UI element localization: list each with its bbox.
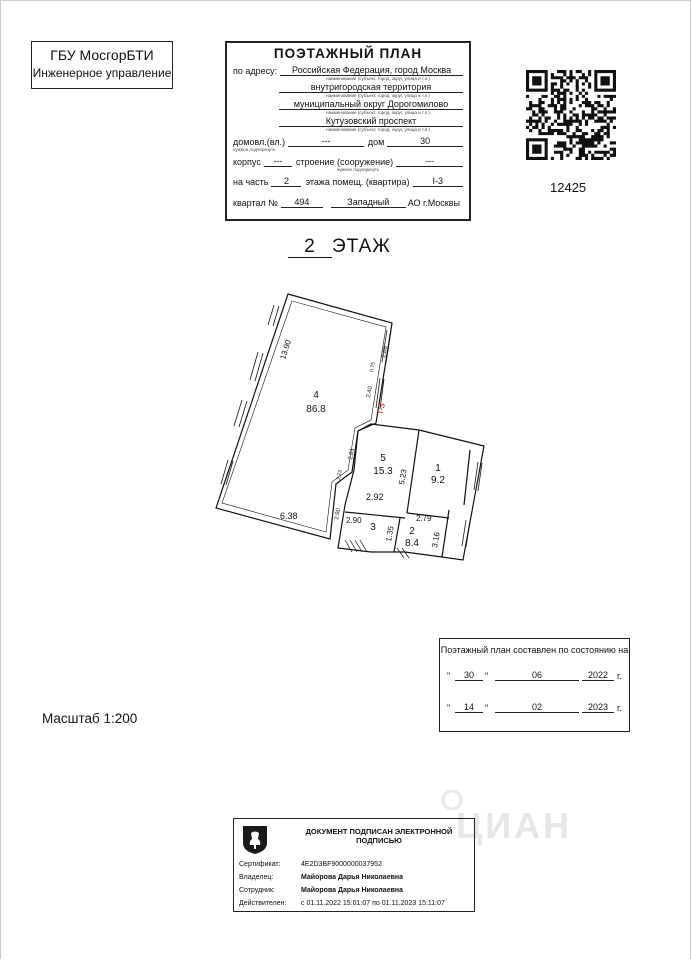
dimension: 2.81 — [348, 447, 356, 461]
signature-row — [239, 874, 471, 884]
address-value: Российская Федерация, город Москва — [280, 65, 463, 76]
document-number: 12425 — [550, 180, 587, 195]
room-area: 86.8 — [306, 404, 326, 415]
dimension: 2.90 — [346, 516, 362, 525]
signature-value: 4E2D3BF9000000037952 — [301, 861, 382, 868]
signature-key: Сотрудник: — [239, 887, 275, 894]
signature-row — [239, 887, 471, 897]
date-row-1: " 30 " 06 2022 г. — [447, 670, 622, 681]
room-number: 3 — [370, 522, 376, 533]
street-value: Кутузовский проспект — [279, 116, 463, 127]
address-row — [233, 65, 463, 76]
dimension: 2.73 — [336, 469, 344, 481]
date-year: 2023 — [582, 702, 614, 713]
room-area: 8.4 — [405, 538, 419, 549]
kvartal-row — [233, 197, 463, 208]
etazh-value: I-3 — [413, 176, 464, 187]
kvartal-label: квартал № — [233, 198, 278, 208]
date-box-heading: Поэтажный план составлен по состоянию на — [440, 645, 629, 655]
room-number: 4 — [313, 390, 319, 401]
etazh-label: этажа помещ. (квартира) — [305, 177, 410, 187]
premises-label: I-3 — [375, 402, 387, 415]
chast-row — [233, 176, 463, 187]
chast-label: на часть — [233, 177, 269, 187]
plan-title: ПОЭТАЖНЫЙ ПЛАН — [273, 46, 423, 61]
signature-value: с 01.11.2022 15:01:07 по 01.11.2023 15:11:07 — [301, 900, 445, 907]
chast-value: 2 — [271, 176, 301, 187]
korpus-label: корпус — [233, 157, 261, 167]
dimension: 2.88 — [381, 345, 389, 359]
korpus-row — [233, 156, 463, 167]
date-month: 06 — [495, 670, 579, 681]
dimension: 2.79 — [416, 514, 432, 523]
date-suffix: г. — [617, 671, 622, 681]
dimension: 2.40 — [366, 385, 374, 399]
domovl-row — [233, 136, 463, 147]
room-area: 15.3 — [373, 466, 393, 477]
dom-value: 30 — [387, 136, 463, 147]
dom-label: дом — [367, 137, 385, 147]
dimension: 2.90 — [334, 507, 342, 521]
floor-number: 2 — [288, 237, 332, 258]
street-hint: наименование (субъект, город, округ, улица и т.п.) — [326, 127, 430, 132]
floor-title — [288, 236, 391, 258]
qr-modules — [526, 70, 616, 160]
dimension: 0.75 — [369, 361, 377, 373]
dimension: 5.23 — [397, 468, 409, 486]
domovl-value: --- — [288, 136, 364, 147]
territory-row — [233, 82, 463, 93]
territory-hint: наименование (субъект, город, округ, улица и т.п.) — [326, 93, 430, 98]
qr-code-icon — [526, 70, 616, 160]
street-row — [233, 116, 463, 127]
watermark-text: ЦИАН — [456, 805, 573, 846]
domovl-label: домовл.(вл.) — [233, 137, 286, 147]
district-value: муниципальный округ Дорогомилово — [279, 99, 463, 110]
ao-value: Западный — [331, 197, 406, 208]
signature-value: Майорова Дарья Николаевна — [301, 887, 404, 894]
dimension: 3.16 — [430, 531, 442, 549]
dimension: 6.38 — [280, 511, 298, 521]
domovl-hint: нужное подчеркнуть — [233, 147, 276, 152]
room-number: 2 — [409, 526, 415, 537]
date-day: 14 — [455, 702, 483, 713]
organization-box — [31, 41, 173, 89]
dimension: 1.35 — [384, 525, 396, 543]
room-number: 5 — [380, 453, 386, 464]
date-suffix: г. — [617, 703, 622, 713]
dimension: 2.92 — [366, 492, 384, 502]
date-row-2: " 14 " 02 2023 г. — [447, 702, 622, 713]
date-year: 2022 — [582, 670, 614, 681]
organization-name: ГБУ МосгорБТИ — [50, 47, 154, 63]
korpus-hint: нужное подчеркнуть — [336, 167, 380, 172]
stroenie-value: --- — [396, 156, 463, 167]
date-box — [439, 638, 630, 732]
address-hint: наименование (субъект, город, округ, улица и т.п.) — [326, 76, 430, 81]
signature-box — [233, 818, 475, 912]
floor-label: ЭТАЖ — [332, 236, 391, 257]
signature-key: Владелец: — [239, 874, 274, 881]
kvartal-value: 494 — [281, 197, 323, 208]
moscow-emblem-icon — [242, 825, 268, 855]
ao-label: АО г.Москвы — [407, 198, 460, 208]
signature-key: Сертификат: — [239, 861, 281, 868]
territory-value: внутригородская территория — [279, 82, 463, 93]
stroenie-label: строение (сооружение) — [295, 157, 394, 167]
signature-title: ДОКУМЕНТ ПОДПИСАН ЭЛЕКТРОННОЙ ПОДПИСЬЮ — [305, 827, 453, 845]
scale-label: Масштаб 1:200 — [42, 711, 138, 726]
room-number: 1 — [435, 463, 441, 474]
district-row — [233, 99, 463, 110]
plan-header — [225, 41, 471, 221]
signature-value: Майорова Дарья Николаевна — [301, 874, 404, 881]
korpus-value: --- — [264, 156, 292, 167]
date-month: 02 — [495, 702, 579, 713]
signature-row — [239, 861, 471, 871]
dimension: 13.90 — [278, 338, 294, 361]
room-area: 9.2 — [431, 475, 445, 486]
district-hint: наименование (субъект, город, округ, улица и т.п.) — [326, 110, 430, 115]
date-day: 30 — [455, 670, 483, 681]
address-label: по адресу: — [233, 66, 278, 76]
signature-key: Действителен: — [239, 900, 287, 907]
organization-department: Инженерное управление — [32, 66, 172, 80]
signature-row — [239, 900, 471, 910]
